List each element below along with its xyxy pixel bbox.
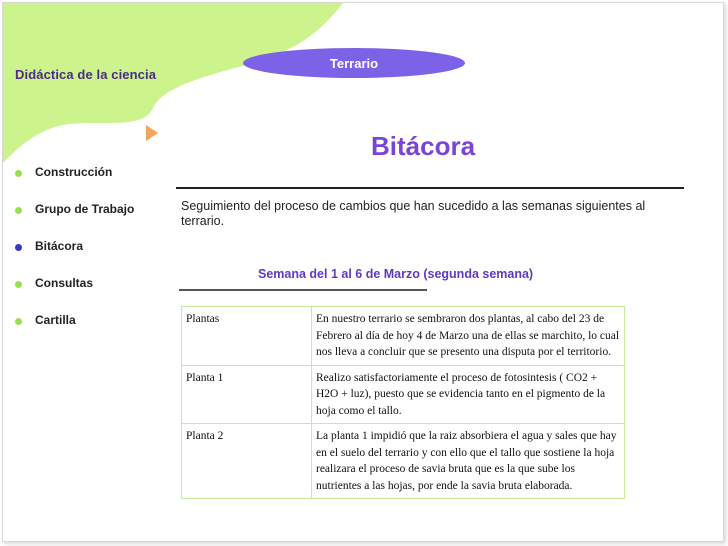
week-heading: Semana del 1 al 6 de Marzo (segunda semana) [258, 267, 534, 281]
arrow-right-icon [146, 125, 158, 141]
slide-frame [2, 2, 724, 542]
nav-item-label: Cartilla [35, 312, 76, 327]
table-row [182, 365, 625, 424]
nav-item-consultas[interactable] [15, 264, 134, 301]
nav-item-label: Bitácora [35, 238, 84, 253]
divider [179, 289, 427, 291]
active-bullet-icon [15, 244, 22, 251]
divider [176, 187, 684, 189]
table-row [182, 424, 625, 499]
nav-item-cartilla[interactable] [15, 301, 134, 338]
row-label: Planta 2 [182, 424, 312, 499]
bullet-icon [15, 281, 22, 288]
section-pill[interactable] [243, 48, 465, 78]
table-row [182, 307, 625, 366]
observations-table [181, 306, 625, 499]
row-text: La planta 1 impidió que la raiz absorbiera el agua y sales que hay en el suelo del terrario y con ello que el tallo que sostiene la hoja realizara el proceso de savia bruta que es la que sube los nutrientes a las hojas, por ende la savia bruta elaborada. [312, 424, 625, 499]
row-text: En nuestro terrario se sembraron dos plantas, al cabo del 23 de Febrero al día de hoy 4 de Marzo una de ellas se marchito, lo cual nos lleva a concluir que se presento una disputa por el territorio. [312, 307, 625, 366]
nav-item-label: Grupo de Trabajo [35, 201, 135, 216]
decorative-green-shape [3, 3, 363, 173]
intro-text: Seguimiento del proceso de cambios que han sucedido a las semanas siguientes al terrario. [181, 199, 646, 228]
nav-item-label: Consultas [35, 275, 94, 290]
green-blob [3, 3, 343, 163]
bullet-icon [15, 207, 22, 214]
sidebar-nav [15, 153, 134, 338]
nav-item-bitacora[interactable] [15, 227, 134, 264]
row-label: Planta 1 [182, 365, 312, 424]
row-text: Realizo satisfactoriamente el proceso de fotosintesis ( CO2 + H2O + luz), puesto que se evidencia tanto en el pigmento de la hoja como el tallo. [312, 365, 625, 424]
nav-item-grupo-de-trabajo[interactable] [15, 190, 134, 227]
page-title: Bitácora [371, 131, 476, 161]
bullet-icon [15, 318, 22, 325]
section-label: Terrario [329, 55, 379, 71]
nav-item-construccion[interactable] [15, 153, 134, 190]
bullet-icon [15, 170, 22, 177]
row-label: Plantas [182, 307, 312, 366]
nav-item-label: Construcción [35, 164, 113, 179]
site-title: Didáctica de la ciencia [15, 67, 157, 82]
